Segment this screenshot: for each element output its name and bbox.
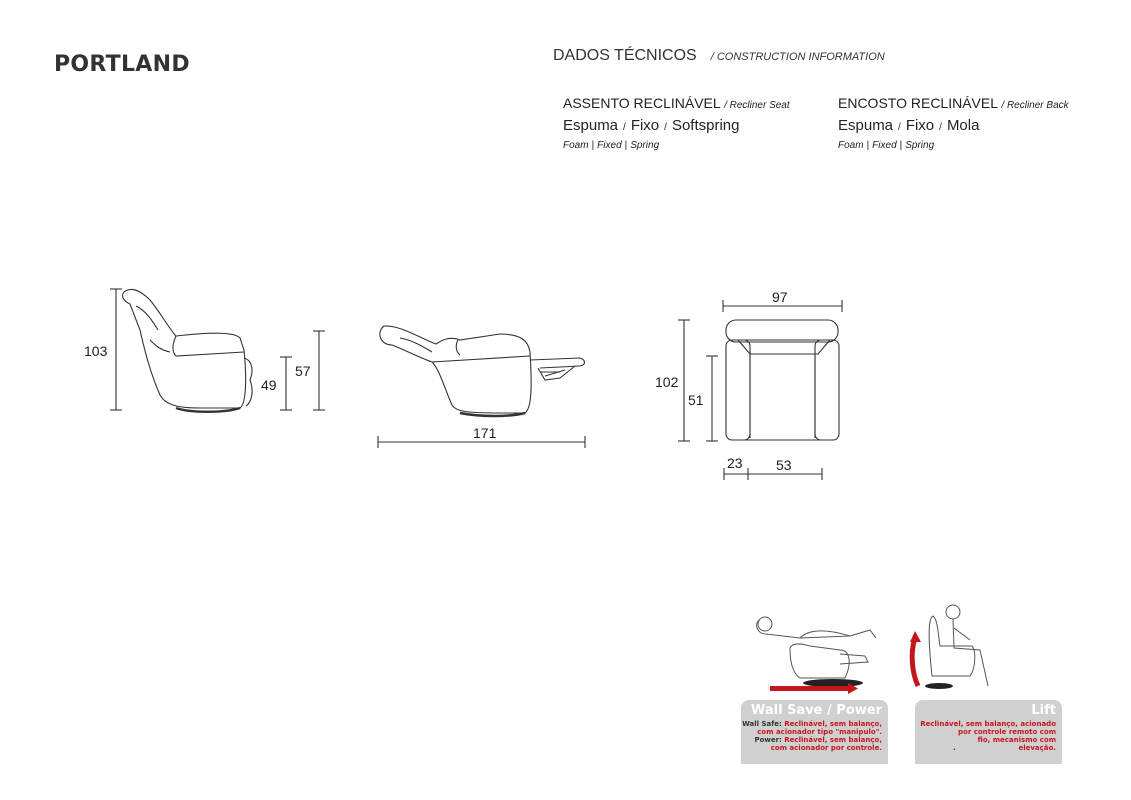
arm-width-label: 23 xyxy=(727,455,743,471)
lift-arrow-head xyxy=(910,631,921,642)
seat-spec: ASSENTO RECLINÁVEL / Recliner Seat Espuma / Fixo / Softspring Foam | Fixed | Spring xyxy=(563,95,790,151)
power-label: Power: xyxy=(754,736,782,744)
seat-height-label: 49 xyxy=(261,377,277,393)
power-text: Reclinável, sem balanço, xyxy=(784,736,882,744)
wall-save-card xyxy=(741,700,888,764)
reclined-view-drawing xyxy=(380,326,585,416)
product-title: PORTLAND xyxy=(54,52,190,77)
back-value: Espuma xyxy=(838,117,894,134)
back-value-en: Foam xyxy=(838,140,864,151)
lift-description xyxy=(920,720,1056,752)
tech-title-pt: DADOS TÉCNICOS xyxy=(553,47,697,64)
wall-save-base xyxy=(803,679,863,687)
lift-illustration xyxy=(929,605,988,686)
seat-value: Softspring xyxy=(671,117,740,134)
seat-value-en: Fixed xyxy=(597,140,622,151)
tech-title-en: / CONSTRUCTION INFORMATION xyxy=(710,51,885,63)
lift-text: fio, mecanismo com xyxy=(977,736,1056,744)
lift-dot: . xyxy=(953,744,956,752)
lift-text: Reclinável, sem balanço, acionado xyxy=(920,720,1056,728)
wall-save-title: Wall Save / Power xyxy=(750,703,882,718)
seat-width-label: 53 xyxy=(776,457,792,473)
seat-value-en: Foam xyxy=(563,140,589,151)
side-height-label: 103 xyxy=(84,343,108,359)
back-spec: ENCOSTO RECLINÁVEL / Recliner Back Espuma / Fixo / Mola Foam | Fixed | Spring xyxy=(838,95,1069,151)
seat-title: ASSENTO RECLINÁVEL xyxy=(563,95,721,111)
seat-height-dimension xyxy=(280,357,292,410)
arm-height-label: 57 xyxy=(295,363,311,379)
wall-safe-label: Wall Safe: xyxy=(742,720,782,728)
lift-title: Lift xyxy=(1031,703,1056,718)
back-title-en: / Recliner Back xyxy=(1001,100,1069,111)
mechanism-illustrations xyxy=(740,598,1070,698)
top-view-drawing xyxy=(726,320,839,440)
seat-value: Espuma xyxy=(563,117,619,134)
lift-text: por controle remoto com xyxy=(958,728,1056,736)
reclined-length-label: 171 xyxy=(473,425,497,441)
wall-save-red-arrow xyxy=(770,686,850,691)
power-text-2: com acionador por controle. xyxy=(770,744,882,752)
seat-depth-label: 51 xyxy=(688,392,704,408)
back-value: Mola xyxy=(946,117,980,134)
back-title: ENCOSTO RECLINÁVEL xyxy=(838,95,998,111)
lift-base xyxy=(925,683,953,689)
seat-value-en: Spring xyxy=(630,140,660,151)
back-value-en: Fixed xyxy=(872,140,897,151)
lift-card xyxy=(915,700,1062,764)
depth-dimension xyxy=(678,320,690,441)
wall-safe-text: Reclinável, sem balanço, xyxy=(784,720,882,728)
seat-title-en: / Recliner Seat xyxy=(724,100,790,111)
arm-height-dimension xyxy=(313,331,325,410)
side-view-drawing xyxy=(123,289,253,411)
wall-save-description xyxy=(742,720,882,752)
lift-red-arrow xyxy=(912,638,918,686)
seat-depth-dimension xyxy=(706,356,718,441)
depth-label: 102 xyxy=(655,374,679,390)
back-value-en: Spring xyxy=(905,140,935,151)
back-value: Fixo xyxy=(905,117,935,134)
wall-save-illustration xyxy=(757,617,876,678)
seat-value: Fixo xyxy=(630,117,660,134)
wall-safe-text-2: com acionador tipo "manipulo". xyxy=(757,728,882,736)
width-label: 97 xyxy=(772,289,788,305)
lift-text: elevação. xyxy=(1018,744,1056,752)
side-height-dimension xyxy=(110,289,122,410)
